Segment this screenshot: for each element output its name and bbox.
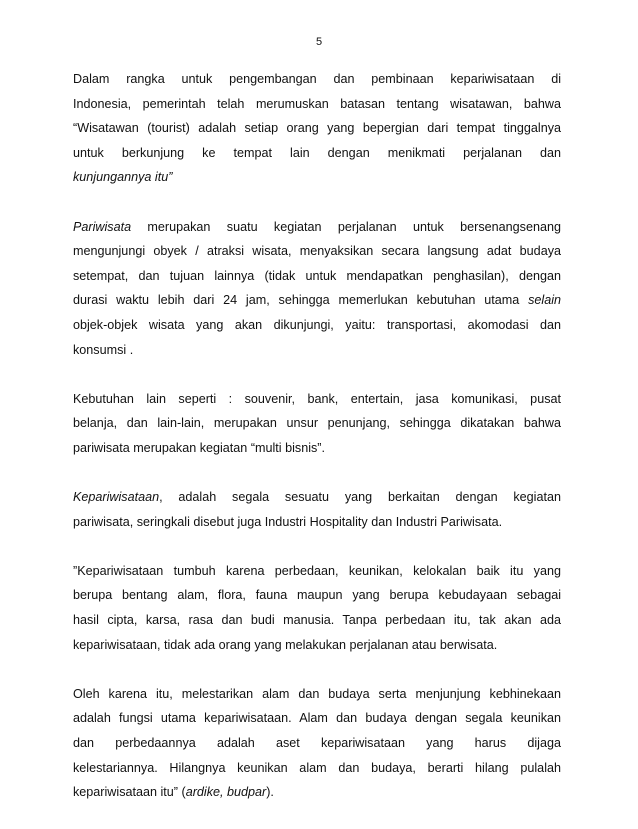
- text-line: konsumsi .: [73, 342, 134, 357]
- document-body: [73, 67, 561, 829]
- text-line: pariwisata merupakan kegiatan “multi bisnis”.: [73, 440, 325, 455]
- text-line: Dalam rangka untuk pengembangan dan pembinaan kepariwisataan di: [73, 72, 561, 86]
- text-line: “Wisatawan (tourist) adalah setiap orang yang bepergian dari tempat tinggalnya: [73, 121, 561, 136]
- text-line: berupa bentang alam, flora, fauna maupun yang berupa kebudayaan sebagai: [73, 588, 561, 603]
- text-line: hasil cipta, karsa, rasa dan budi manusia. Tanpa perbedaan itu, tak akan ada: [73, 613, 561, 628]
- text-line: kelestariannya. Hilangnya keunikan alam dan budaya, berarti hilang pulalah: [73, 760, 561, 775]
- paragraph-6: [73, 682, 561, 805]
- paragraph-4: [73, 485, 561, 534]
- text-line: durasi waktu lebih dari 24 jam, sehingga memerlukan kebutuhan utama selain: [73, 293, 561, 308]
- text-line-italic: kunjungannya itu”: [73, 170, 173, 185]
- text-line: kepariwisataan, tidak ada orang yang melakukan perjalanan atau berwisata.: [73, 637, 498, 652]
- text-line: Pariwisata merupakan suatu kegiatan perjalanan untuk bersenangsenang: [73, 219, 561, 234]
- text-line: Indonesia, pemerintah telah merumuskan batasan tentang wisatawan, bahwa: [73, 96, 561, 111]
- text-line: setempat, dan tujuan lainnya (tidak untuk mendapatkan penghasilan), dengan: [73, 268, 561, 283]
- text-line: ”Kepariwisataan tumbuh karena perbedaan, keunikan, kelokalan baik itu yang: [73, 563, 561, 578]
- text-line: pariwisata, seringkali disebut juga Industri Hospitality dan Industri Pariwisata.: [73, 514, 503, 529]
- text-line: dan perbedaannya adalah aset kepariwisataan yang harus dijaga: [73, 736, 561, 751]
- text-line: untuk berkunjung ke tempat lain dengan menikmati perjalanan dan: [73, 145, 561, 160]
- page-number: 5: [315, 36, 323, 48]
- text-line: Kebutuhan lain seperti : souvenir, bank, entertain, jasa komunikasi, pusat: [73, 391, 561, 406]
- text-line: mengunjungi obyek / atraksi wisata, menyaksikan secara langsung adat budaya: [73, 244, 561, 259]
- paragraph-3: [73, 387, 561, 461]
- paragraph-5: [73, 559, 561, 657]
- paragraph-1: [73, 67, 561, 190]
- text-line: objek-objek wisata yang akan dikunjungi, yaitu: transportasi, akomodasi dan: [73, 317, 561, 332]
- text-line: kepariwisataan itu” (ardike, budpar).: [73, 785, 274, 800]
- paragraph-2: [73, 215, 561, 363]
- text-line: Kepariwisataan, adalah segala sesuatu yang berkaitan dengan kegiatan: [73, 490, 561, 505]
- text-line: belanja, dan lain-lain, merupakan unsur penunjang, sehingga dikatakan bahwa: [73, 416, 561, 431]
- text-line: Oleh karena itu, melestarikan alam dan budaya serta menjunjung kebhinekaan: [73, 686, 561, 701]
- text-line: adalah fungsi utama kepariwisataan. Alam dan budaya dengan segala keunikan: [73, 711, 561, 726]
